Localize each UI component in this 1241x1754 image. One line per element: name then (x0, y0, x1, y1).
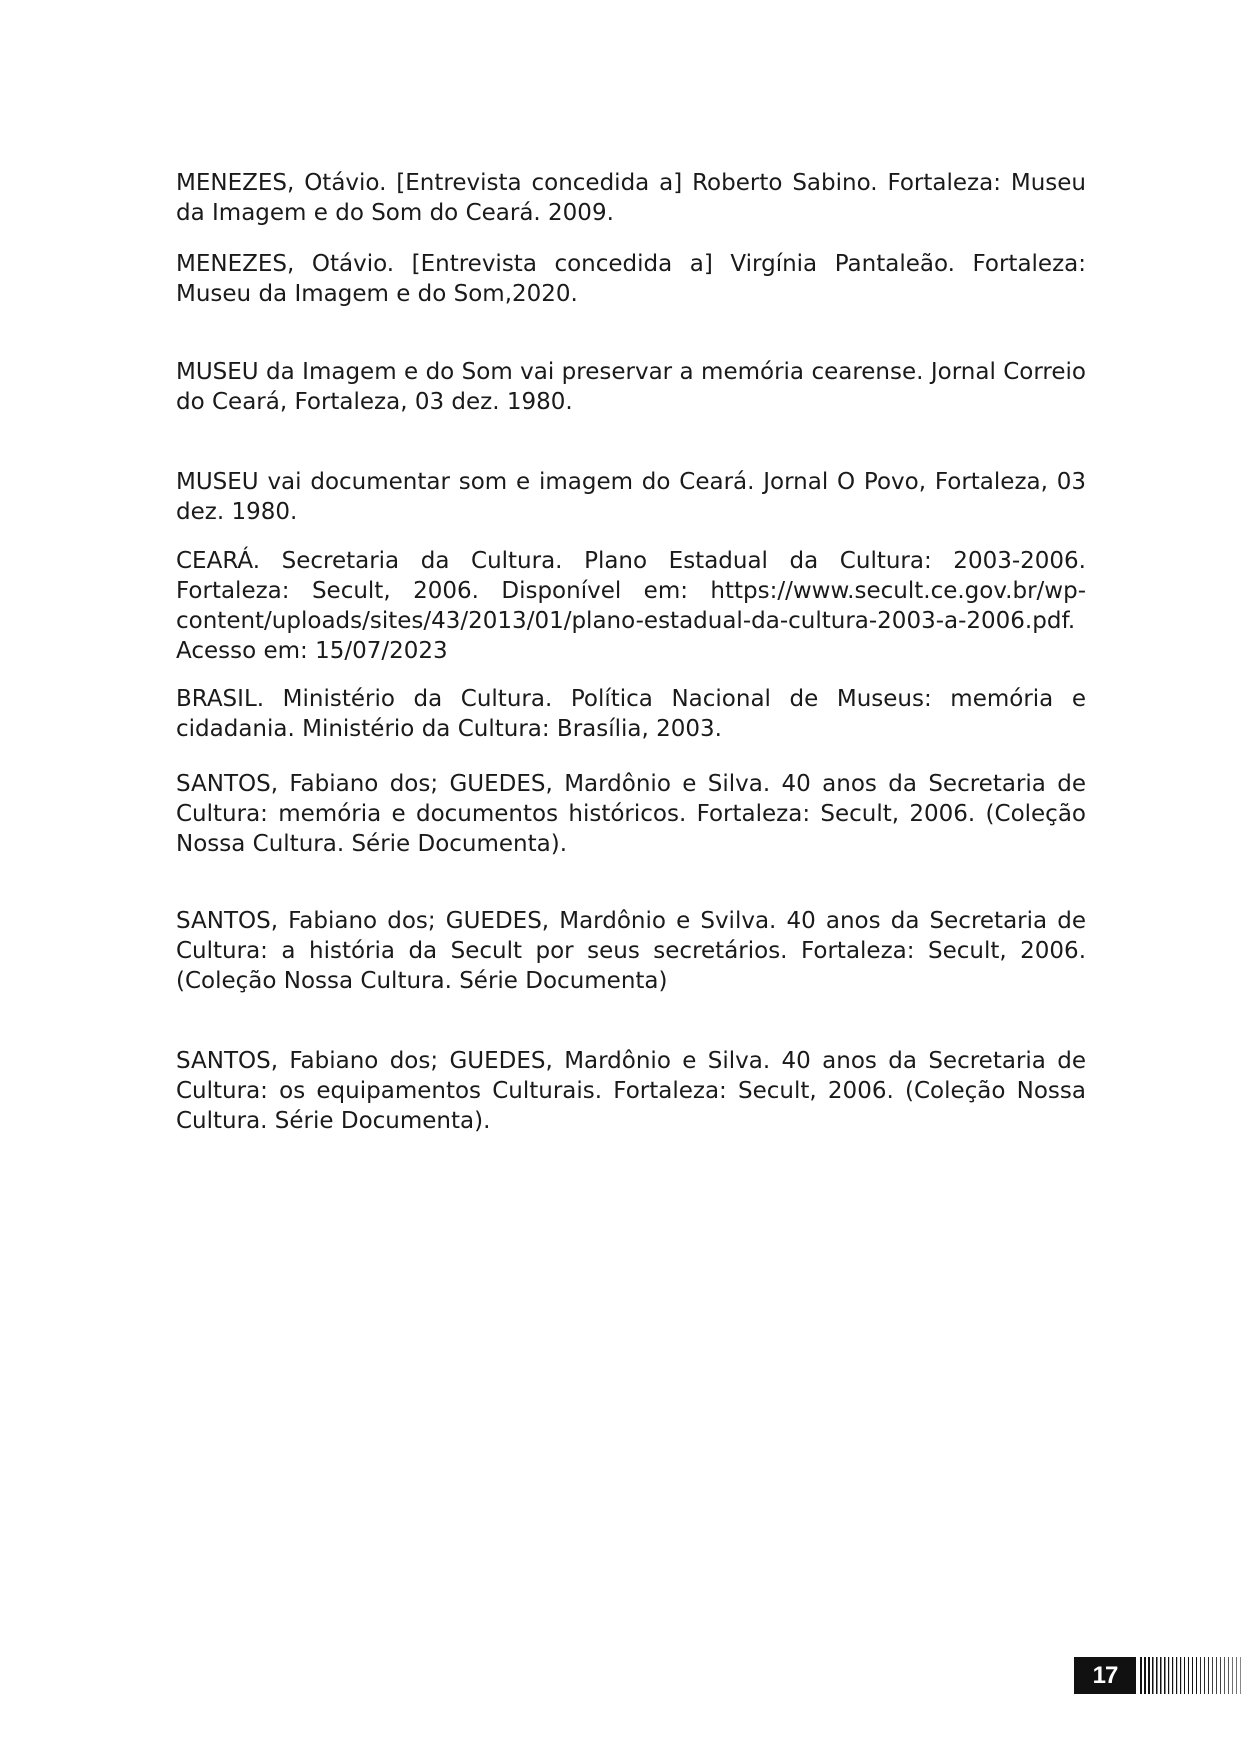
reference-entry: BRASIL. Ministério da Cultura. Política Nacional de Museus: memória e cidadania. Ministério da Cultura: Brasília, 2003. (176, 686, 1086, 742)
reference-list (176, 168, 1086, 1136)
reference-entry: MUSEU vai documentar som e imagem do Ceará. Jornal O Povo, Fortaleza, 03 dez. 1980. (176, 469, 1086, 525)
reference-entry: SANTOS, Fabiano dos; GUEDES, Mardônio e Silva. 40 anos da Secretaria de Cultura: os equipamentos Culturais. Fortaleza: Secult, 2006. (Coleção Nossa Cultura. Série Documenta). (176, 1048, 1086, 1134)
reference-entry: SANTOS, Fabiano dos; GUEDES, Mardônio e Silva. 40 anos da Secretaria de Cultura: memória e documentos históricos. Fortaleza: Secult, 2006. (Coleção Nossa Cultura. Série Documenta). (176, 771, 1086, 857)
page-footer (1074, 1657, 1241, 1694)
reference-entry: MUSEU da Imagem e do Som vai preservar a memória cearense. Jornal Correio do Ceará, Fortaleza, 03 dez. 1980. (176, 359, 1086, 415)
reference-entry: SANTOS, Fabiano dos; GUEDES, Mardônio e Svilva. 40 anos da Secretaria de Cultura: a história da Secult por seus secretários. Fortaleza: Secult, 2006. (Coleção Nossa Cultura. Série Documenta) (176, 908, 1086, 994)
reference-entry: CEARÁ. Secretaria da Cultura. Plano Estadual da Cultura: 2003-2006. Fortaleza: Secult, 2006. Disponível em: https://www.secult.ce.gov.br/wp-content/uploads/sites/43/2013/01/plano-estadual-da-cultura-2003-a-2006.pdf. Acesso em: 15/07/2023 (176, 548, 1086, 664)
reference-entry: MENEZES, Otávio. [Entrevista concedida a] Virgínia Pantaleão. Fortaleza: Museu da Imagem e do Som,2020. (176, 251, 1086, 307)
barcode-decoration (1140, 1657, 1241, 1694)
page-number: 17 (1074, 1657, 1136, 1694)
reference-entry: MENEZES, Otávio. [Entrevista concedida a] Roberto Sabino. Fortaleza: Museu da Imagem e do Som do Ceará. 2009. (176, 170, 1086, 226)
barcode-icon (1140, 1657, 1241, 1694)
